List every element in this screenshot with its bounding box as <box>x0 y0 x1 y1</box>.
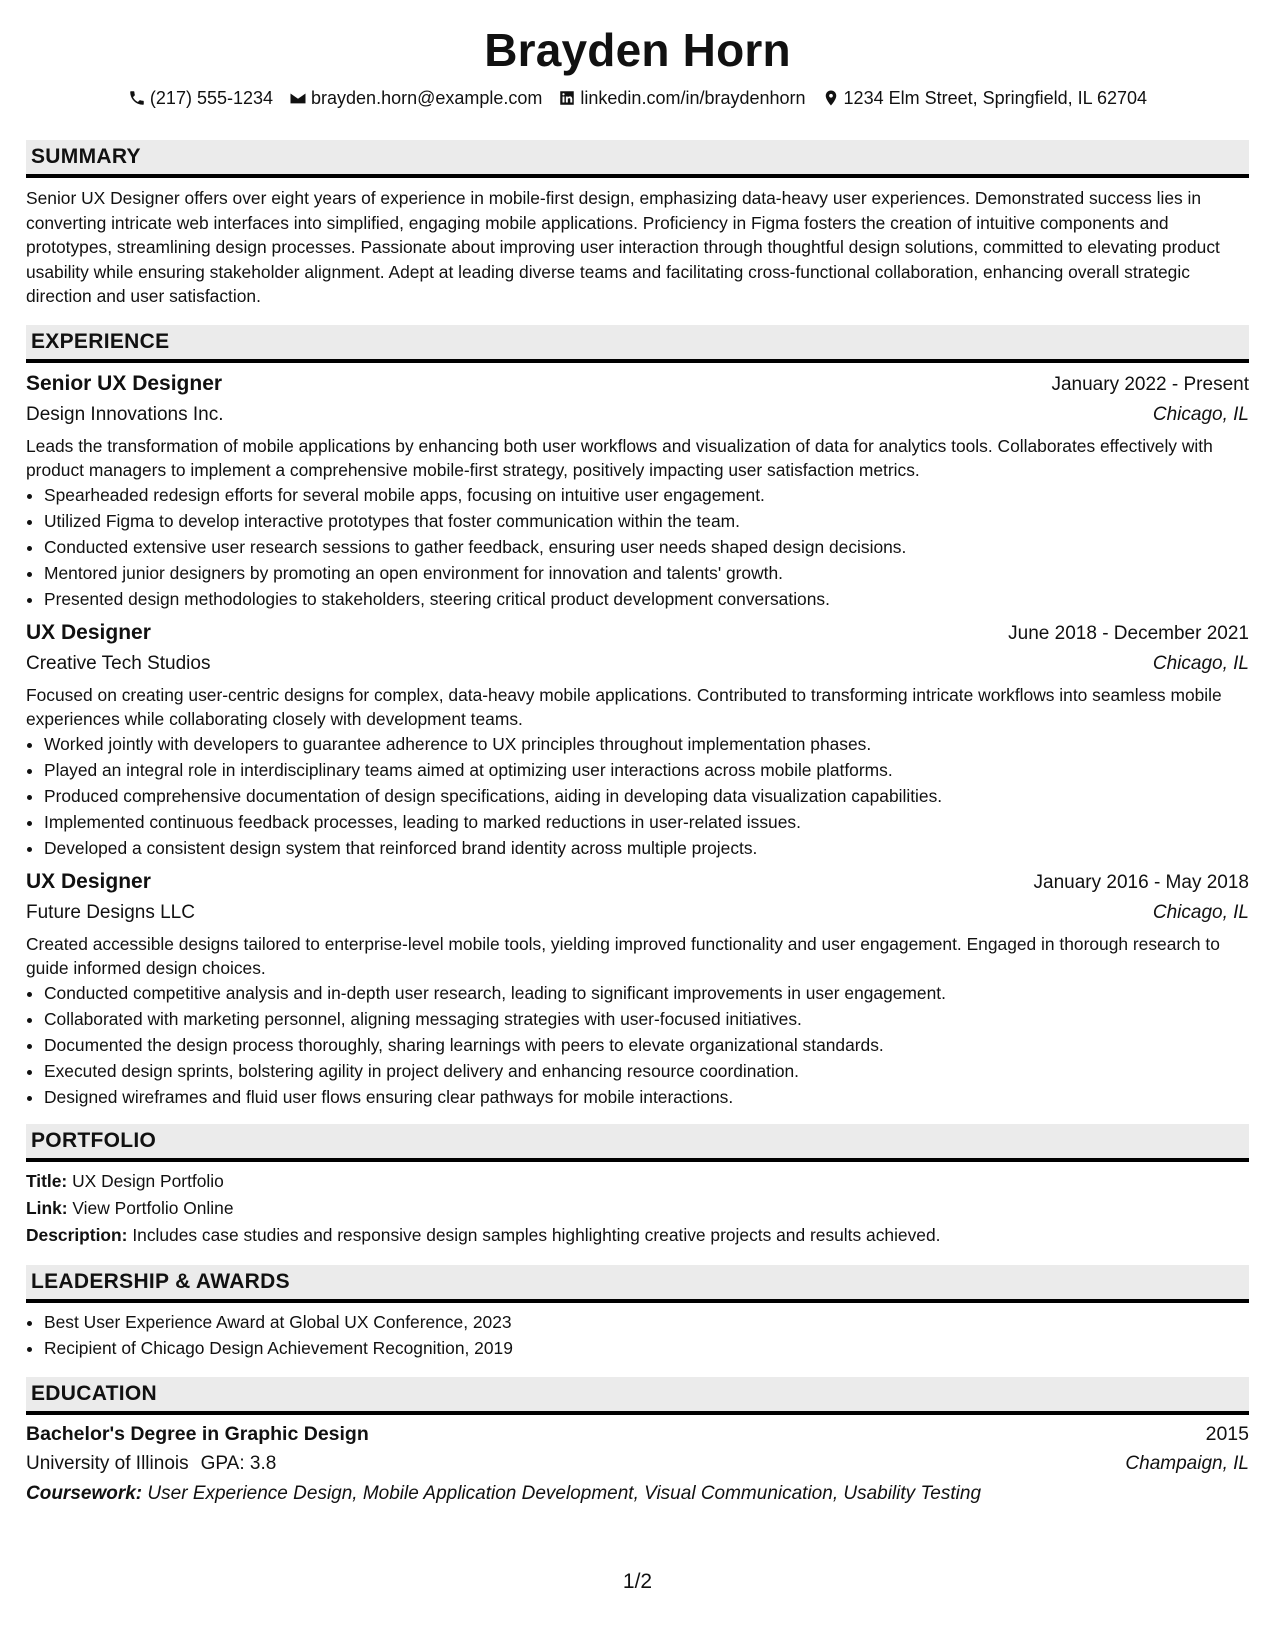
envelope-icon <box>289 89 307 107</box>
job-entry <box>26 618 1249 861</box>
contact-phone <box>128 88 273 109</box>
gpa: GPA: 3.8 <box>200 1452 277 1474</box>
job-company: Creative Tech Studios <box>26 652 211 674</box>
awards-heading: LEADERSHIP & AWARDS <box>26 1265 1249 1303</box>
portfolio-description-value: Includes case studies and responsive design samples highlighting creative projects and results achieved. <box>132 1224 941 1245</box>
list-item: • Conducted competitive analysis and in-depth user research, leading to significant improvements in user engagement. <box>44 980 1249 1006</box>
page-number: 1/2 <box>622 1570 653 1593</box>
job-bullets <box>26 980 1249 1110</box>
job-location: Chicago, IL <box>1152 403 1249 425</box>
job-entry <box>26 369 1249 612</box>
list-item: • Executed design sprints, bolstering agility in project delivery and enhancing resource coordination. <box>44 1058 1249 1084</box>
school-name: University of Illinois <box>26 1452 189 1474</box>
list-item: • Implemented continuous feedback processes, leading to marked reductions in user-related issues. <box>44 809 1249 835</box>
portfolio-description <box>26 1222 1249 1249</box>
coursework-list: User Experience Design, Mobile Application Development, Visual Communication, Usability Testing <box>147 1482 982 1504</box>
job-title: UX Designer <box>26 869 151 893</box>
portfolio-heading: PORTFOLIO <box>26 1124 1249 1162</box>
list-item: • Produced comprehensive documentation of design specifications, aiding in developing data visualization capabilities. <box>44 783 1249 809</box>
degree: Bachelor's Degree in Graphic Design <box>26 1422 369 1445</box>
job-description: Leads the transformation of mobile applications by enhancing both user workflows and visualization of data for analytics tools. Collaborates effectively with product managers to implement a comprehensive mobile-first strategy, positively impacting user satisfaction metrics. <box>26 435 1213 480</box>
address-text: 1234 Elm Street, Springfield, IL 62704 <box>843 87 1148 108</box>
list-item: • Utilized Figma to develop interactive prototypes that foster communication within the team. <box>44 508 1249 534</box>
coursework-label: Coursework: <box>26 1482 143 1504</box>
job-title: UX Designer <box>26 620 151 644</box>
graduation-year: 2015 <box>1205 1422 1249 1445</box>
job-description: Created accessible designs tailored to enterprise-level mobile tools, yielding improved functionality and user engagement. Engaged in thorough research to guide informed design choices. <box>26 933 1220 978</box>
candidate-name: Brayden Horn <box>484 24 791 76</box>
list-item: • Collaborated with marketing personnel, aligning messaging strategies with user-focused initiatives. <box>44 1006 1249 1032</box>
portfolio-link-value[interactable]: View Portfolio Online <box>72 1197 234 1218</box>
list-item: • Mentored junior designers by promoting an open environment for innovation and talents' growth. <box>44 560 1249 586</box>
list-item: • Documented the design process thoroughly, sharing learnings with peers to elevate organizational standards. <box>44 1032 1249 1058</box>
job-bullets <box>26 731 1249 861</box>
job-entry <box>26 867 1249 1110</box>
job-description: Focused on creating user-centric designs for complex, data-heavy mobile applications. Contributed to transforming intricate workflows into seamless mobile experiences while collaborating closely with development teams. <box>26 684 1222 729</box>
education-heading: EDUCATION <box>26 1377 1249 1415</box>
list-item: • Spearheaded redesign efforts for several mobile apps, focusing on intuitive user engagement. <box>44 482 1249 508</box>
list-item: • Recipient of Chicago Design Achievement Recognition, 2019 <box>44 1335 1249 1361</box>
resume-content <box>26 0 1249 1509</box>
job-dates: June 2018 - December 2021 <box>1008 622 1249 644</box>
list-item: • Conducted extensive user research sessions to gather feedback, ensuring user needs shaped design decisions. <box>44 534 1249 560</box>
portfolio-title-value: UX Design Portfolio <box>72 1170 224 1191</box>
list-item: • Presented design methodologies to stakeholders, steering critical product development conversations. <box>44 586 1249 612</box>
linkedin-text[interactable]: linkedin.com/in/braydenhorn <box>580 87 806 108</box>
job-bullets <box>26 482 1249 612</box>
list-item: • Best User Experience Award at Global UX Conference, 2023 <box>44 1309 1249 1335</box>
list-item: • Played an integral role in interdisciplinary teams aimed at optimizing user interactions across mobile platforms. <box>44 757 1249 783</box>
coursework <box>26 1479 1249 1509</box>
contact-bar <box>26 86 1249 110</box>
map-pin-icon <box>822 89 840 107</box>
school <box>26 1450 276 1478</box>
contact-linkedin[interactable] <box>558 88 805 109</box>
portfolio-link <box>26 1195 1249 1222</box>
contact-email[interactable] <box>289 88 542 109</box>
job-company: Future Designs LLC <box>26 901 195 923</box>
education-entry <box>26 1419 1249 1509</box>
portfolio-title <box>26 1168 1249 1195</box>
job-dates: January 2016 - May 2018 <box>1033 871 1249 893</box>
summary-text: Senior UX Designer offers over eight years of experience in mobile-first design, emphasizing data-heavy user experiences. Demonstrated success lies in converting intricate web interfaces into simplified, engaging mobile applications. Proficiency in Figma fosters the creation of intuitive components and prototypes, streamlining design processes. Passionate about improving user interaction through thoughtful design solutions, committed to elevating product usability while ensuring stakeholder alignment. Adept at leading diverse teams and facilitating cross-functional collaboration, enhancing overall strategic direction and user satisfaction. <box>26 188 1220 306</box>
job-location: Chicago, IL <box>1152 652 1249 674</box>
phone-text: (217) 555-1234 <box>149 87 274 108</box>
linkedin-icon <box>558 89 576 107</box>
portfolio-description-label: Description: <box>26 1224 128 1245</box>
portfolio-block <box>26 1168 1249 1249</box>
school-location: Champaign, IL <box>1125 1452 1249 1474</box>
contact-address <box>822 88 1148 109</box>
portfolio-title-label: Title: <box>26 1170 68 1191</box>
list-item: • Worked jointly with developers to guarantee adherence to UX principles throughout implementation phases. <box>44 731 1249 757</box>
awards-list <box>26 1309 1249 1361</box>
phone-icon <box>128 89 146 107</box>
summary-heading: SUMMARY <box>26 140 1249 178</box>
job-title: Senior UX Designer <box>26 371 223 395</box>
list-item: • Designed wireframes and fluid user flows ensuring clear pathways for mobile interactions. <box>44 1084 1249 1110</box>
job-location: Chicago, IL <box>1152 901 1249 923</box>
experience-heading: EXPERIENCE <box>26 325 1249 363</box>
email-text[interactable]: brayden.horn@example.com <box>311 87 543 108</box>
job-dates: January 2022 - Present <box>1051 373 1249 395</box>
job-company: Design Innovations Inc. <box>26 403 224 425</box>
portfolio-link-label: Link: <box>26 1197 68 1218</box>
list-item: • Developed a consistent design system that reinforced brand identity across multiple projects. <box>44 835 1249 861</box>
